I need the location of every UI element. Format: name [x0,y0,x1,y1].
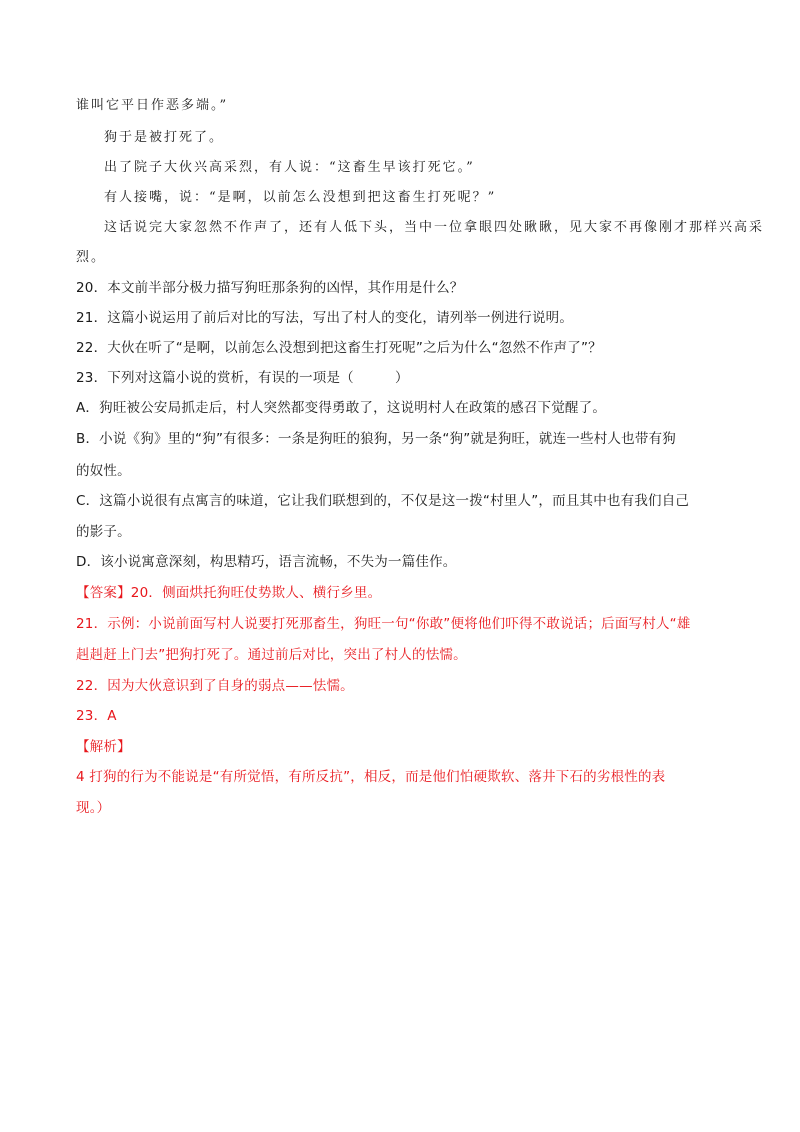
analysis-label: 【解析】 [76,739,131,755]
question-22: 22．大伙在听了“是啊，以前怎么没想到把这畜生打死呢”之后为什么“忽然不作声了”？ [76,340,602,356]
option-c-continued: 的影子。 [76,524,131,540]
story-line: 出了院子大伙兴高采烈，有人说：“这畜生早该打死它。” [104,160,475,175]
option-c: C．这篇小说很有点寓言的味道，它让我们联想到的，不仅是这一拨“村里人”，而且其中也有我们自己 [76,493,690,509]
story-line: 谁叫它平日作恶多端。” [76,98,229,113]
option-b-continued: 的奴性。 [76,463,131,479]
story-line: 狗于是被打死了。 [104,130,225,145]
analysis-text-continued: 现。） [76,800,111,816]
question-21: 21．这篇小说运用了前后对比的写法，写出了村人的变化，请列举一例进行说明。 [76,310,574,326]
answer-21: 21．示例：小说前面写村人说要打死那畜生，狗旺一句“你敢”便将他们吓得不敢说话；后面写村人“雄 [76,616,691,632]
answer-23: 23．A [76,708,117,724]
answer-22: 22．因为大伙意识到了自身的弱点——怯懦。 [76,678,354,694]
story-line: 烈。 [76,250,107,265]
option-a: A．狗旺被公安局抓走后，村人突然都变得勇敢了，这说明村人在政策的感召下觉醒了。 [76,400,607,416]
option-d: D．该小说寓意深刻，构思精巧，语言流畅，不失为一篇佳作。 [76,554,457,570]
answer-21-continued: 赳赳赶上门去”把狗打死了。通过前后对比，突出了村人的怯懦。 [76,647,467,663]
question-20: 20．本文前半部分极力描写狗旺那条狗的凶悍，其作用是什么？ [76,280,464,296]
analysis-text: 4 打狗的行为不能说是“有所觉悟，有所反抗”，相反，而是他们怕硬欺软、落井下石的劣根性的表 [76,769,666,785]
option-b: B．小说《狗》里的“狗”有很多：一条是狗旺的狼狗，另一条“狗”就是狗旺，就连一些村人也带有狗 [76,431,676,447]
answer-20: 【答案】20．侧面烘托狗旺仗势欺人、横行乡里。 [76,585,382,601]
question-23: 23．下列对这篇小说的赏析，有误的一项是（ ） [76,370,409,386]
story-line: 这话说完大家忽然不作声了，还有人低下头，当中一位拿眼四处瞅瞅，见大家不再像刚才那样兴高采 [104,220,765,235]
story-line: 有人接嘴，说：“是啊，以前怎么没想到把这畜生打死呢？” [104,190,497,205]
